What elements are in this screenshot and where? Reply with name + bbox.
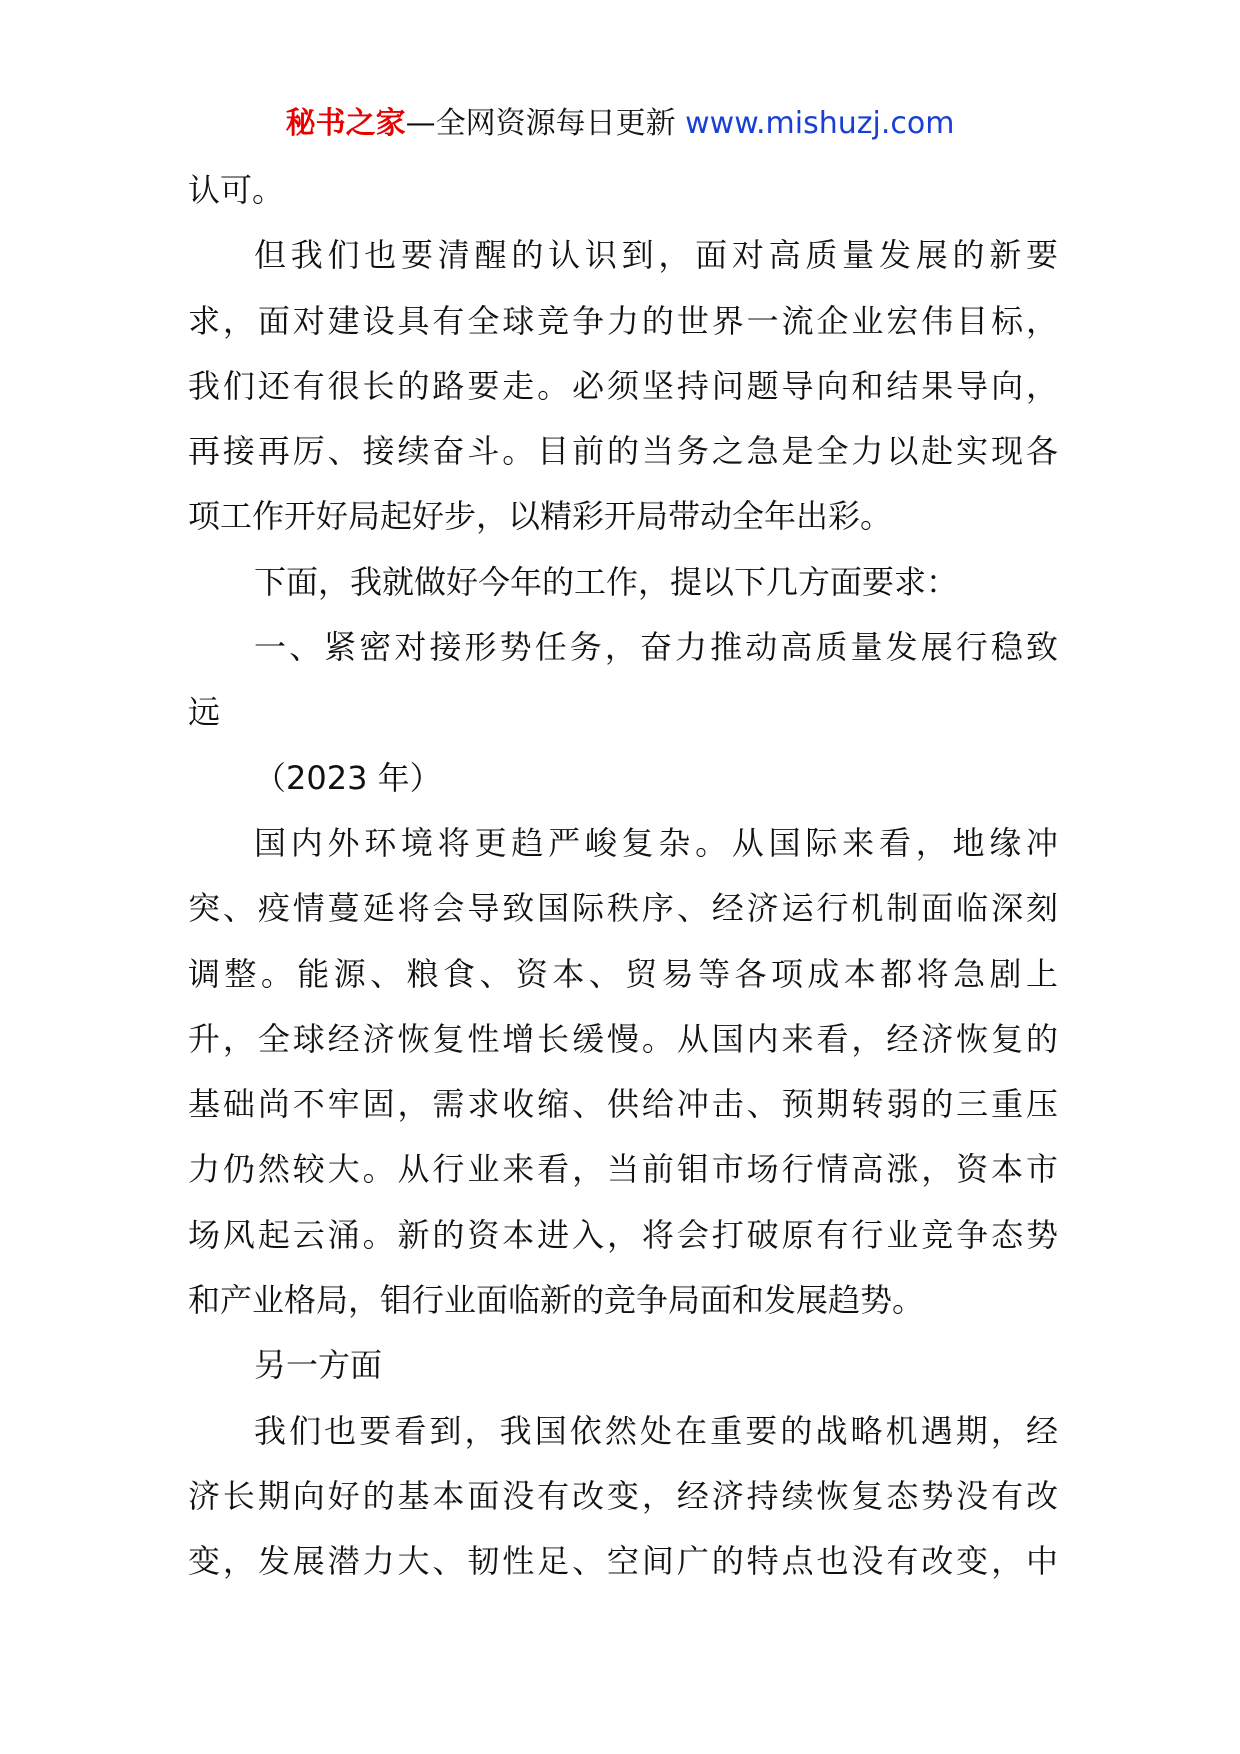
text-line: 和产业格局，钼行业面临新的竞争局面和发展趋势。 [188,1281,925,1320]
text-line: 下面，我就做好今年的工作，提以下几方面要求： [254,562,959,601]
text-line: 基础尚不牢固，需求收缩、供给冲击、预期转弱的三重压 [188,1085,1058,1124]
text-line: 国内外环境将更趋严峻复杂。从国际来看，地缘冲 [254,823,1058,862]
header-site-link[interactable]: www.mishuzj.com [685,106,955,141]
document-body [188,158,1058,1595]
text-line: 变，发展潜力大、韧性足、空间广的特点也没有改变，中 [188,1542,1058,1581]
text-line: 我们还有很长的路要走。必须坚持问题导向和结果导向， [188,366,1058,405]
year-note: （2023 年） [254,758,442,797]
text-line: 升，全球经济恢复性增长缓慢。从国内来看，经济恢复的 [188,1019,1058,1058]
text-line: 再接再厉、接续奋斗。目前的当务之急是全力以赴实现各 [188,432,1058,471]
text-line: 突、疫情蔓延将会导致国际秩序、经济运行机制面临深刻 [188,889,1058,928]
text-line: 求，面对建设具有全球竞争力的世界一流企业宏伟目标， [188,301,1058,340]
section-heading: 一、紧密对接形势任务，奋力推动高质量发展行稳致 [254,628,1058,667]
text-line: 另一方面 [254,1346,383,1385]
section-heading-continuation: 远 [188,693,221,732]
header-slogan: —全网资源每日更新 [405,106,676,141]
page-header [0,104,1240,144]
text-line: 济长期向好的基本面没有改变，经济持续恢复态势没有改 [188,1476,1058,1515]
text-line: 场风起云涌。新的资本进入，将会打破原有行业竞争态势 [188,1215,1058,1254]
text-line: 调整。能源、粮食、资本、贸易等各项成本都将急剧上 [188,954,1058,993]
text-line: 力仍然较大。从行业来看，当前钼市场行情高涨，资本市 [188,1150,1058,1189]
text-line: 但我们也要清醒的认识到，面对高质量发展的新要 [254,236,1058,275]
text-line: 认可。 [188,171,285,209]
text-line: 项工作开好局起好步，以精彩开局带动全年出彩。 [188,497,893,536]
header-brand: 秘书之家 [285,106,406,141]
text-line: 我们也要看到，我国依然处在重要的战略机遇期，经 [254,1411,1058,1450]
